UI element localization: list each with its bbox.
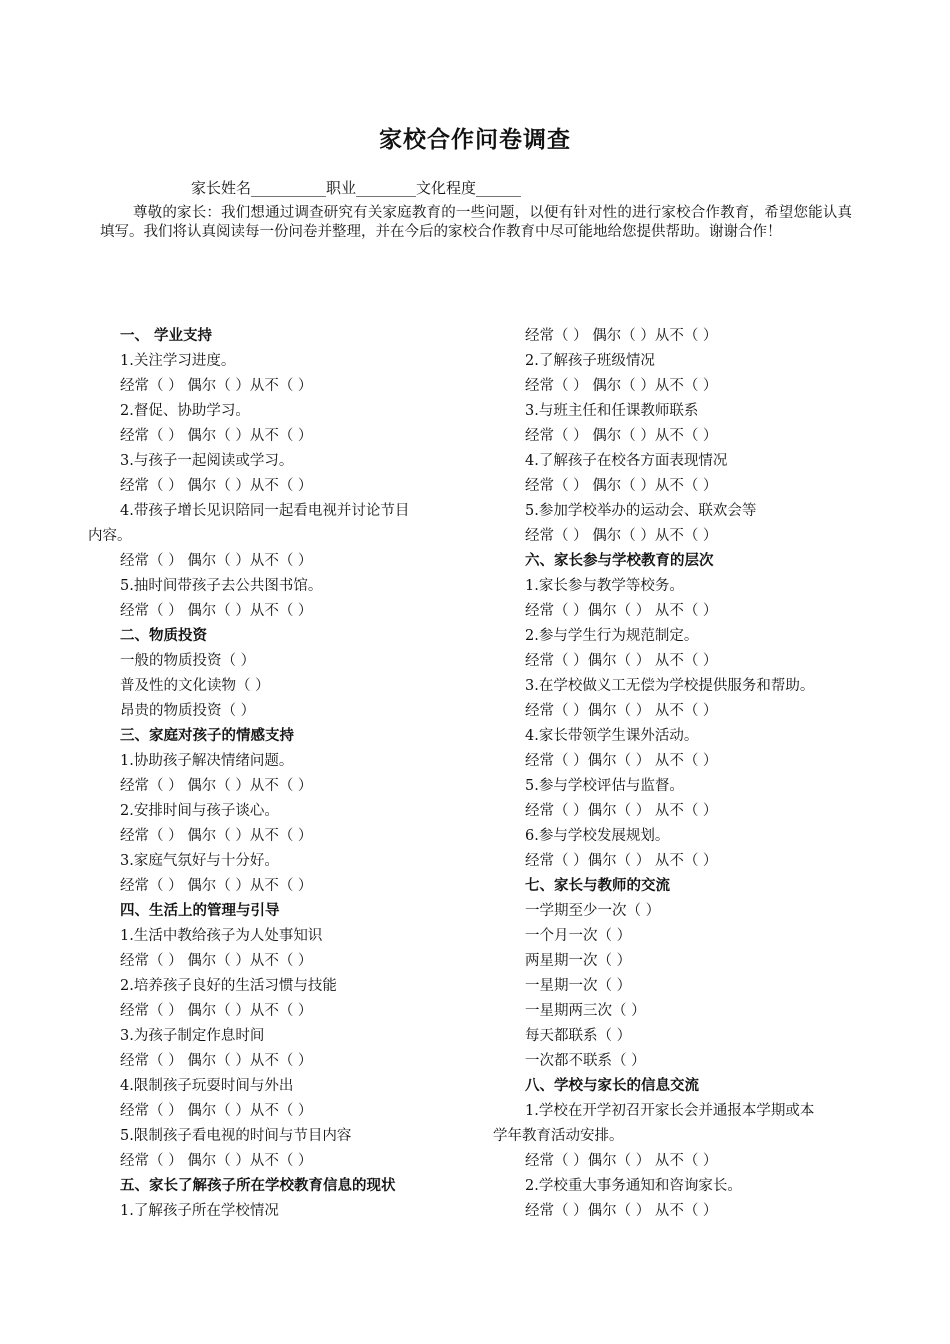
answer-options: 经常（ ）偶尔（ ） 从不（ ） [525, 603, 718, 619]
option-item: 两星期一次（ ） [525, 953, 632, 969]
question-item: 2.安排时间与孩子谈心。 [120, 803, 279, 819]
parent-info-line: 家长姓名__________职业________文化程度______ [191, 179, 522, 197]
question-item: 5.限制孩子看电视的时间与节目内容 [120, 1128, 352, 1144]
answer-options: 经常（ ）偶尔（ ） 从不（ ） [525, 853, 718, 869]
answer-options: 经常（ ） 偶尔（ ）从不（ ） [525, 378, 718, 394]
option-item: 学年教育活动安排。 [493, 1128, 624, 1144]
option-item: 一学期至少一次（ ） [525, 903, 661, 919]
section-heading: 一、 学业支持 [120, 328, 213, 344]
answer-options: 经常（ ） 偶尔（ ）从不（ ） [120, 1153, 313, 1169]
question-item: 1.协助孩子解决情绪问题。 [120, 753, 294, 769]
answer-options: 经常（ ） 偶尔（ ）从不（ ） [525, 478, 718, 494]
question-item: 2.参与学生行为规范制定。 [525, 628, 699, 644]
question-item: 2.培养孩子良好的生活习惯与技能 [120, 978, 337, 994]
question-item: 3.在学校做义工无偿为学校提供服务和帮助。 [525, 678, 815, 694]
option-item: 一个月一次（ ） [525, 928, 632, 944]
option-item: 一般的物质投资（ ） [120, 653, 256, 669]
answer-options: 经常（ ） 偶尔（ ）从不（ ） [120, 603, 313, 619]
answer-options: 经常（ ） 偶尔（ ）从不（ ） [120, 1053, 313, 1069]
left-column [88, 324, 463, 1224]
question-item: 5.参与学校评估与监督。 [525, 778, 684, 794]
option-item: 一星期两三次（ ） [525, 1003, 646, 1019]
question-item: 6.参与学校发展规划。 [525, 828, 670, 844]
question-item: 1.了解孩子所在学校情况 [120, 1203, 279, 1219]
page-title: 家校合作问卷调查 [379, 126, 571, 153]
question-item: 3.与孩子一起阅读或学习。 [120, 453, 294, 469]
answer-options: 经常（ ）偶尔（ ） 从不（ ） [525, 1153, 718, 1169]
question-item: 1.生活中教给孩子为人处事知识 [120, 928, 323, 944]
question-item: 5.抽时间带孩子去公共图书馆。 [120, 578, 323, 594]
answer-options: 经常（ ）偶尔（ ） 从不（ ） [525, 803, 718, 819]
question-item: 4.限制孩子玩耍时间与外出 [120, 1078, 294, 1094]
intro-paragraph: 尊敬的家长：我们想通过调查研究有关家庭教育的一些问题，以便有针对性的进行家校合作教育，希望您能认真填写。我们将认真阅读每一份问卷并整理，并在今后的家校合作教育中尽可能地给您提供帮助。谢谢合作！ [100, 205, 852, 240]
answer-options: 经常（ ） 偶尔（ ）从不（ ） [525, 528, 718, 544]
option-item: 昂贵的物质投资（ ） [120, 703, 256, 719]
answer-options: 经常（ ） 偶尔（ ）从不（ ） [120, 1003, 313, 1019]
answer-options: 经常（ ）偶尔（ ） 从不（ ） [525, 753, 718, 769]
question-item: 3.为孩子制定作息时间 [120, 1028, 265, 1044]
question-item: 2.学校重大事务通知和咨询家长。 [525, 1178, 742, 1194]
section-heading: 二、物质投资 [120, 628, 207, 644]
answer-options: 经常（ ） 偶尔（ ）从不（ ） [525, 328, 718, 344]
option-item: 一星期一次（ ） [525, 978, 632, 994]
right-column [493, 324, 873, 1224]
answer-options: 经常（ ） 偶尔（ ）从不（ ） [120, 428, 313, 444]
option-item: 内容。 [88, 528, 132, 544]
answer-options: 经常（ ） 偶尔（ ）从不（ ） [120, 553, 313, 569]
question-item: 4.了解孩子在校各方面表现情况 [525, 453, 728, 469]
answer-options: 经常（ ） 偶尔（ ）从不（ ） [120, 378, 313, 394]
question-item: 1.关注学习进度。 [120, 353, 236, 369]
section-heading: 五、家长了解孩子所在学校教育信息的现状 [120, 1178, 396, 1194]
answer-options: 经常（ ）偶尔（ ） 从不（ ） [525, 1203, 718, 1219]
section-heading: 八、学校与家长的信息交流 [525, 1078, 699, 1094]
option-item: 每天都联系（ ） [525, 1028, 632, 1044]
option-item: 普及性的文化读物（ ） [120, 678, 270, 694]
question-item: 5.参加学校举办的运动会、联欢会等 [525, 503, 757, 519]
answer-options: 经常（ ） 偶尔（ ）从不（ ） [525, 428, 718, 444]
question-item: 3.家庭气氛好与十分好。 [120, 853, 279, 869]
question-item: 1.学校在开学初召开家长会并通报本学期或本 [525, 1103, 815, 1119]
question-item: 4.带孩子增长见识陪同一起看电视并讨论节目 [120, 503, 410, 519]
question-item: 2.督促、协助学习。 [120, 403, 250, 419]
answer-options: 经常（ ） 偶尔（ ）从不（ ） [120, 953, 313, 969]
section-heading: 四、生活上的管理与引导 [120, 903, 280, 919]
section-heading: 七、家长与教师的交流 [525, 878, 670, 894]
section-heading: 三、家庭对孩子的情感支持 [120, 728, 294, 744]
question-item: 4.家长带领学生课外活动。 [525, 728, 699, 744]
answer-options: 经常（ ） 偶尔（ ）从不（ ） [120, 478, 313, 494]
section-heading: 六、家长参与学校教育的层次 [525, 553, 714, 569]
answer-options: 经常（ ） 偶尔（ ）从不（ ） [120, 778, 313, 794]
answer-options: 经常（ ）偶尔（ ） 从不（ ） [525, 653, 718, 669]
answer-options: 经常（ ）偶尔（ ） 从不（ ） [525, 703, 718, 719]
question-item: 1.家长参与教学等校务。 [525, 578, 684, 594]
answer-options: 经常（ ） 偶尔（ ）从不（ ） [120, 1103, 313, 1119]
answer-options: 经常（ ） 偶尔（ ）从不（ ） [120, 878, 313, 894]
option-item: 一次都不联系（ ） [525, 1053, 646, 1069]
question-item: 2.了解孩子班级情况 [525, 353, 655, 369]
question-item: 3.与班主任和任课教师联系 [525, 403, 699, 419]
answer-options: 经常（ ） 偶尔（ ）从不（ ） [120, 828, 313, 844]
